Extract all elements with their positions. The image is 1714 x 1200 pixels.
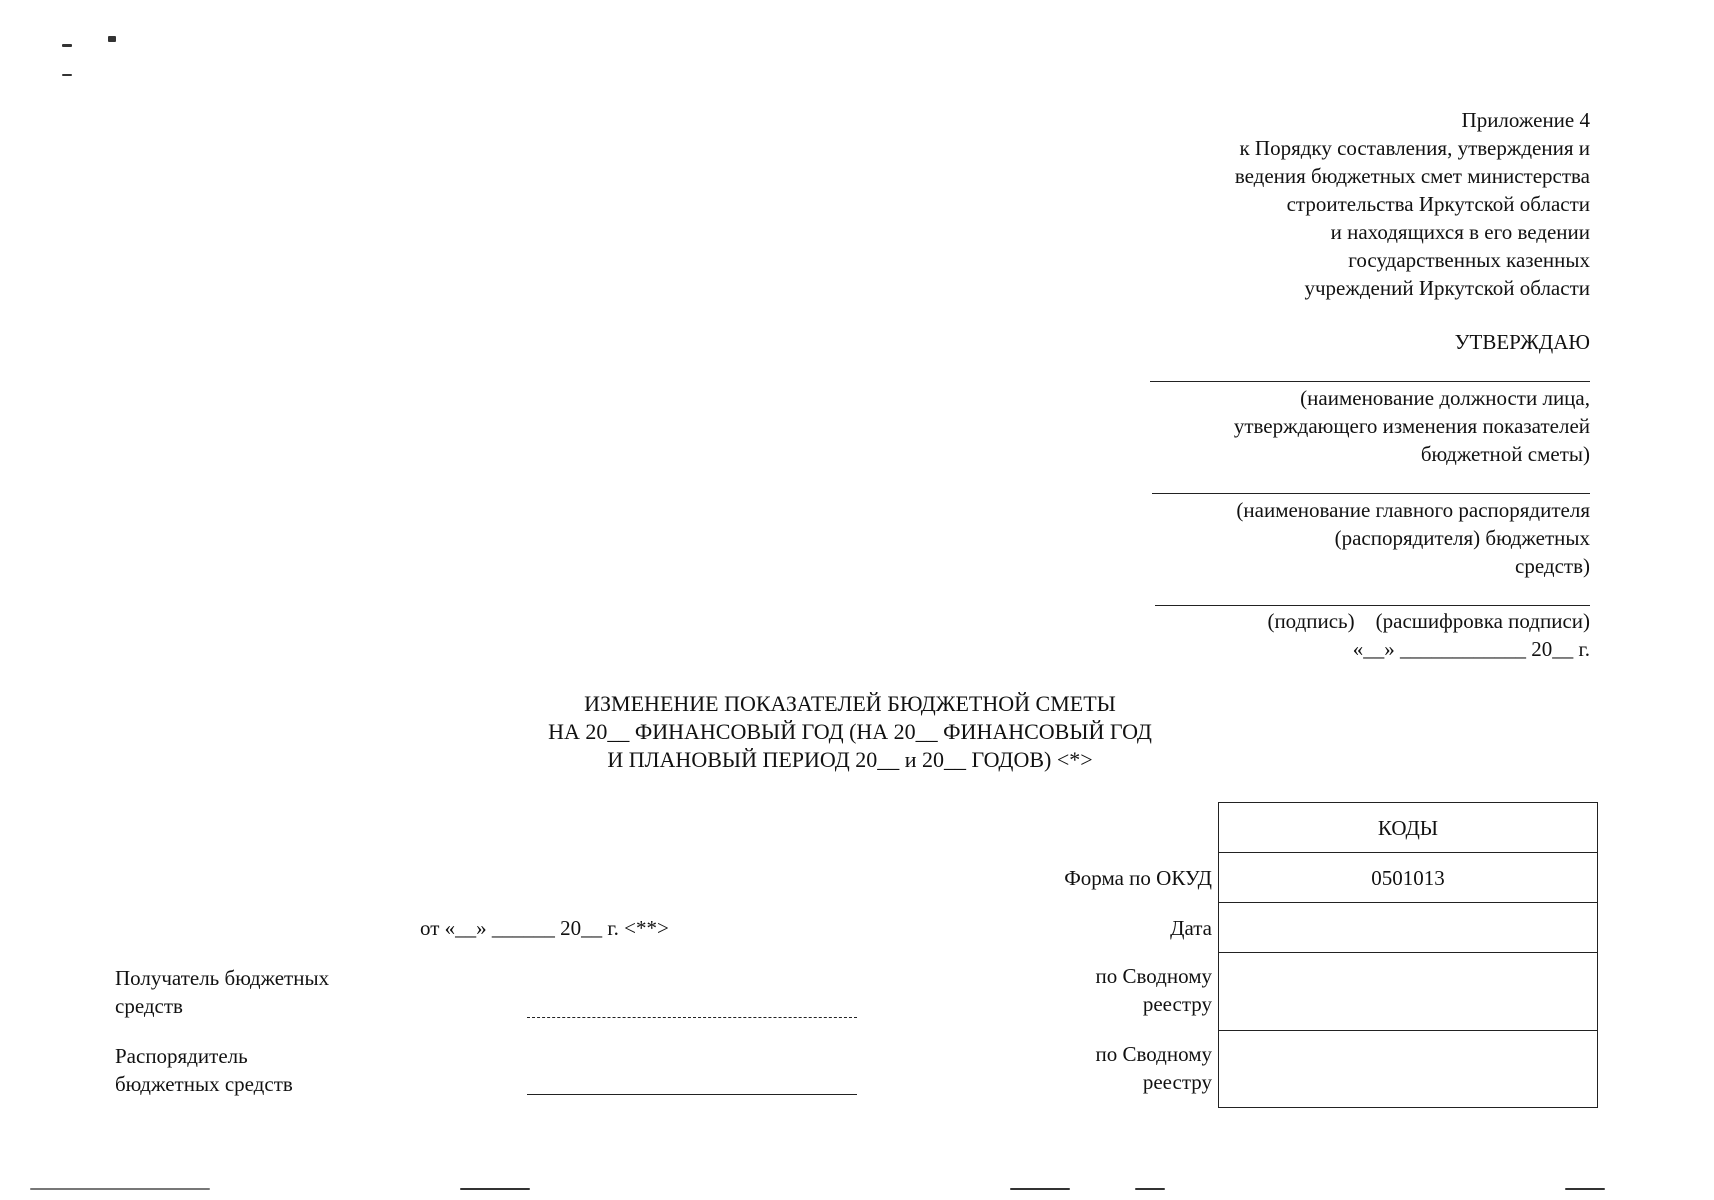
appendix-line: строительства Иркутской области	[1286, 192, 1590, 216]
scan-speck	[460, 1188, 530, 1190]
appendix-line: и находящихся в его ведении	[1330, 220, 1590, 244]
caption-line: утверждающего изменения показателей	[1233, 414, 1590, 438]
scan-speck	[1135, 1188, 1165, 1190]
manager-fill-line	[1152, 493, 1590, 494]
recipient-fill-line[interactable]	[527, 1017, 857, 1018]
registry-code-cell-2[interactable]	[1219, 1031, 1597, 1107]
caption-line: (наименование должности лица,	[1300, 386, 1590, 410]
scan-speck	[1565, 1188, 1605, 1190]
approval-heading: УТВЕРЖДАЮ	[1454, 330, 1590, 354]
codes-table	[1218, 802, 1598, 1108]
registry-code-cell-1[interactable]	[1219, 953, 1597, 1031]
date-label: Дата	[1170, 916, 1212, 940]
document-date: от «__» ______ 20__ г. <**>	[420, 916, 669, 940]
scan-speck	[108, 36, 116, 42]
scan-speck	[30, 1188, 210, 1190]
title-line: ИЗМЕНЕНИЕ ПОКАЗАТЕЛЕЙ БЮДЖЕТНОЙ СМЕТЫ	[584, 691, 1116, 716]
caption-line: (распорядителя) бюджетных	[1334, 526, 1590, 550]
position-caption	[1100, 384, 1590, 468]
appendix-line: государственных казенных	[1348, 248, 1590, 272]
label-line: бюджетных средств	[115, 1072, 293, 1096]
appendix-header	[1100, 106, 1590, 302]
manager-label	[115, 1042, 435, 1098]
appendix-line: к Порядку составления, утверждения и	[1239, 136, 1590, 160]
appendix-line: учреждений Иркутской области	[1304, 276, 1590, 300]
okud-code-cell: 0501013	[1219, 853, 1597, 903]
scan-speck	[62, 74, 72, 76]
document-title	[440, 690, 1260, 774]
signature-caption: (подпись) (расшифровка подписи)	[1267, 609, 1590, 633]
title-line: И ПЛАНОВЫЙ ПЕРИОД 20__ и 20__ ГОДОВ) <*>	[607, 747, 1093, 772]
title-line: НА 20__ ФИНАНСОВЫЙ ГОД (НА 20__ ФИНАНСОВЫЙ ГОД	[548, 719, 1152, 744]
label-line: реестру	[1142, 992, 1212, 1016]
appendix-line: ведения бюджетных смет министерства	[1234, 164, 1590, 188]
label-line: реестру	[1142, 1070, 1212, 1094]
label-line: по Сводному	[1095, 1042, 1212, 1066]
date-code-cell[interactable]	[1219, 903, 1597, 953]
appendix-line: Приложение 4	[1461, 108, 1590, 132]
codes-header: КОДЫ	[1219, 803, 1597, 853]
registry-label-2	[892, 1040, 1212, 1096]
label-line: Получатель бюджетных	[115, 966, 330, 990]
label-line: по Сводному	[1095, 964, 1212, 988]
scan-speck	[1010, 1188, 1070, 1190]
label-line: средств	[115, 994, 183, 1018]
recipient-label	[115, 964, 435, 1020]
manager-field-fill-line[interactable]	[527, 1094, 857, 1095]
approval-date-line: «__» ____________ 20__ г.	[1352, 637, 1590, 661]
position-fill-line	[1150, 381, 1590, 382]
label-line: Распорядитель	[115, 1044, 248, 1068]
caption-line: бюджетной сметы)	[1420, 442, 1590, 466]
signature-fill-line	[1155, 605, 1590, 606]
scan-speck	[62, 44, 72, 47]
registry-label-1	[892, 962, 1212, 1018]
manager-caption	[1100, 496, 1590, 580]
caption-line: (наименование главного распорядителя	[1236, 498, 1590, 522]
okud-label: Форма по ОКУД	[1064, 866, 1212, 890]
caption-line: средств)	[1515, 554, 1590, 578]
